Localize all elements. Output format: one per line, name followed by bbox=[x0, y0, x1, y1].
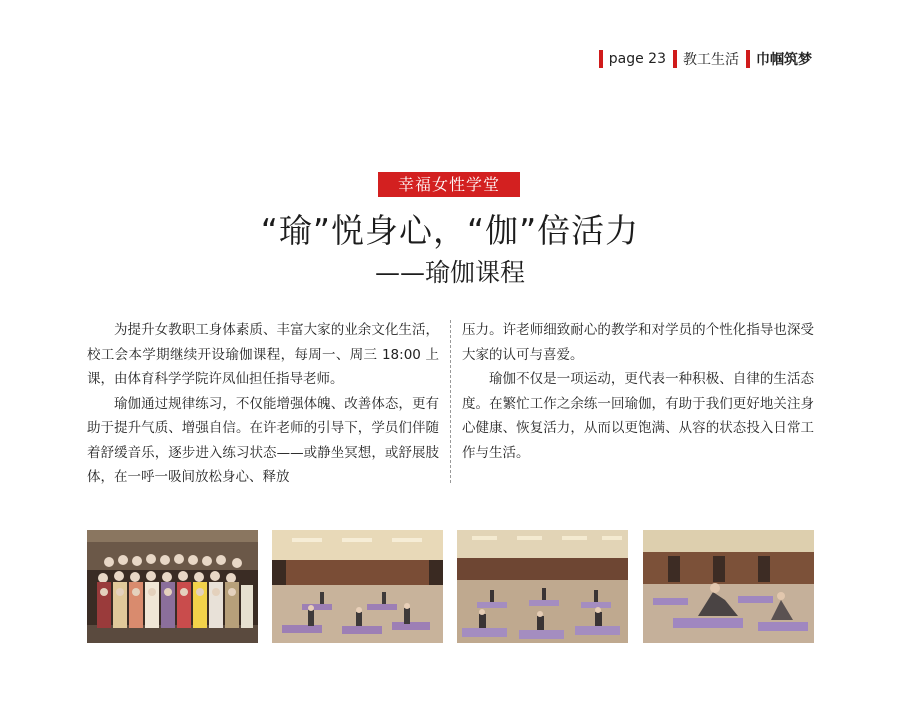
yoga-hall-photo bbox=[272, 530, 443, 643]
paragraph: 为提升女教职工身体素质、丰富大家的业余文化生活，校工会本学期继续开设瑜伽课程，每周一、周三 18:00 上课，由体育科学学院许凤仙担任指导老师。 bbox=[87, 322, 439, 387]
red-bar-marker bbox=[746, 50, 750, 68]
red-bar-marker bbox=[673, 50, 677, 68]
article-title: “瑜”悦身心，“伽”倍活力 bbox=[260, 211, 640, 250]
red-bar-marker bbox=[599, 50, 603, 68]
paragraph: 压力。许老师细致耐心的教学和对学员的个性化指导也深受大家的认可与喜爱。 bbox=[462, 322, 814, 363]
article-subtitle: ——瑜伽课程 bbox=[374, 258, 525, 287]
column-divider bbox=[450, 320, 451, 483]
right-text-column bbox=[462, 318, 814, 465]
column-name: 巾帼筑梦 bbox=[756, 52, 812, 68]
page-number: page 23 bbox=[608, 51, 666, 67]
photo-strip bbox=[87, 530, 814, 643]
category-badge: 幸福女性学堂 bbox=[378, 172, 520, 197]
paragraph: 瑜伽不仅是一项运动，更代表一种积极、自律的生活态度。在繁忙工作之余练一回瑜伽，有助于我们更好地关注身心健康、恢复活力，从而以更饱满、从容的状态投入日常工作与生活。 bbox=[462, 371, 814, 461]
group-photo bbox=[87, 530, 258, 643]
paragraph: 瑜伽通过规律练习，不仅能增强体魄、改善体态，更有助于提升气质、增强自信。在许老师的引导下，学员们伴随着舒缓音乐，逐步进入练习状态——或静坐冥想，或舒展肢体，在一呼一吸间放松身心、释放 bbox=[87, 395, 439, 485]
yoga-class-photo bbox=[457, 530, 628, 643]
page-header bbox=[599, 48, 812, 70]
section-name: 教工生活 bbox=[683, 52, 739, 68]
yoga-stretch-photo bbox=[643, 530, 814, 643]
left-text-column bbox=[87, 318, 439, 490]
